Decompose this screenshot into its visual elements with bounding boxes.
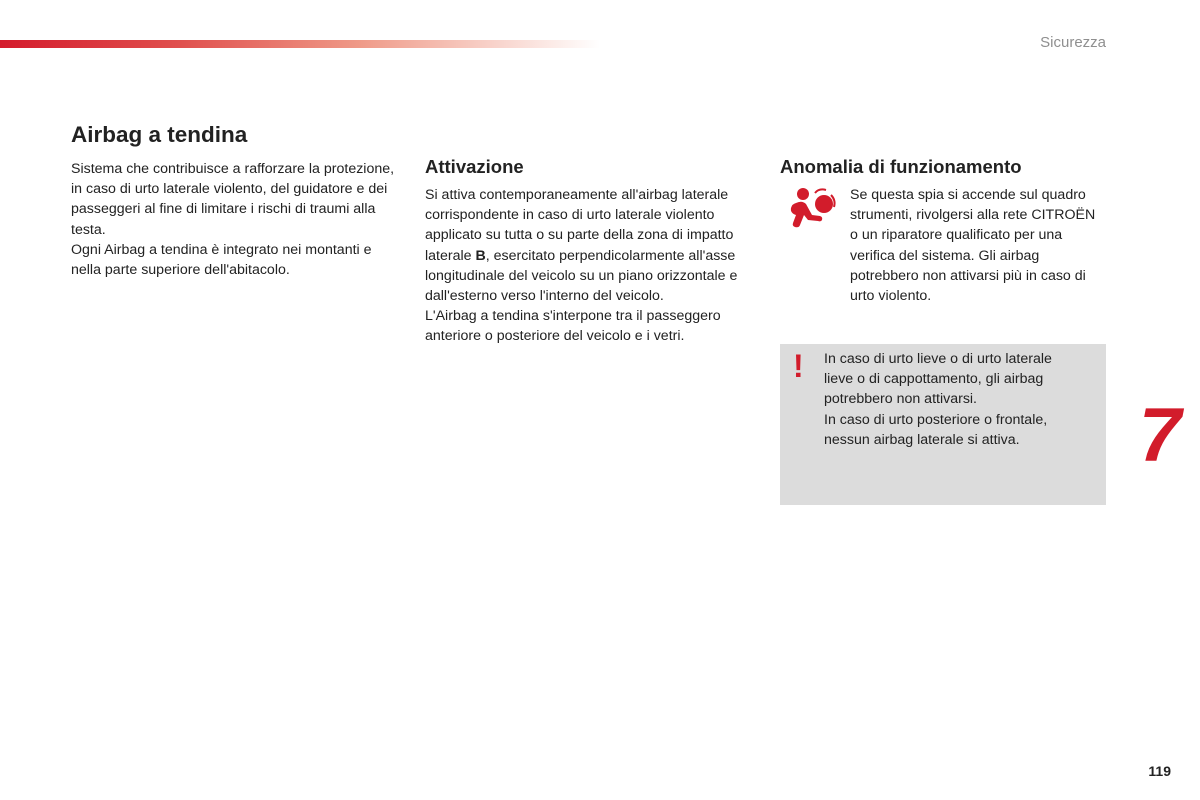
activation-title: Attivazione — [425, 156, 524, 177]
warning-row — [780, 185, 1110, 306]
chapter-number: 7 — [1138, 393, 1182, 478]
activation-column — [425, 155, 755, 347]
page-title: Airbag a tendina — [71, 122, 248, 147]
intro-paragraph: Ogni Airbag a tendina è integrato nei montanti e nella parte superiore dell'abitacolo. — [71, 241, 372, 279]
note-text — [824, 349, 1084, 450]
section-label: Sicurezza — [1040, 34, 1106, 51]
airbag-warning-icon — [782, 185, 840, 235]
page-number: 119 — [1148, 763, 1171, 779]
exclamation-icon: ! — [793, 348, 804, 384]
activation-text: , esercitato perpendicolarmente all'asse longitudinale del veicolo su un piano orizzontale e dall'esterno verso l'interno del veicolo. — [425, 247, 738, 305]
zone-label: B — [475, 247, 486, 264]
note-line: In caso di urto lieve o di urto laterale lieve o di cappottamento, gli airbag potrebbero non attivarsi. — [824, 351, 1052, 408]
note-box — [780, 344, 1106, 505]
activation-text: Si attiva contemporaneamente all'airbag laterale corrispondente in caso di urto laterale violento applicato su tutta o su parte della zona di impatto laterale — [425, 187, 734, 264]
header-accent-bar — [0, 40, 600, 48]
malfunction-title: Anomalia di funzionamento — [780, 156, 1022, 177]
malfunction-text: Se questa spia si accende sul quadro strumenti, rivolgersi alla rete CITROËN o un riparatore qualificato per una verifica del sistema. Gli airbag potrebbero non attivarsi più in caso di urto violento. — [850, 187, 1096, 305]
intro-column — [71, 121, 401, 280]
intro-paragraph: Sistema che contribuisce a rafforzare la protezione, in caso di urto laterale violento, del guidatore e dei passeggeri al fine di limitare i rischi di traumi alla testa. — [71, 161, 395, 238]
note-line: In caso di urto posteriore o frontale, nessun airbag laterale si attiva. — [824, 411, 1048, 448]
activation-paragraph — [425, 185, 755, 306]
activation-paragraph: L'Airbag a tendina s'interpone tra il passeggero anteriore o posteriore del veicolo e i vetri. — [425, 308, 721, 345]
malfunction-column — [780, 155, 1110, 306]
